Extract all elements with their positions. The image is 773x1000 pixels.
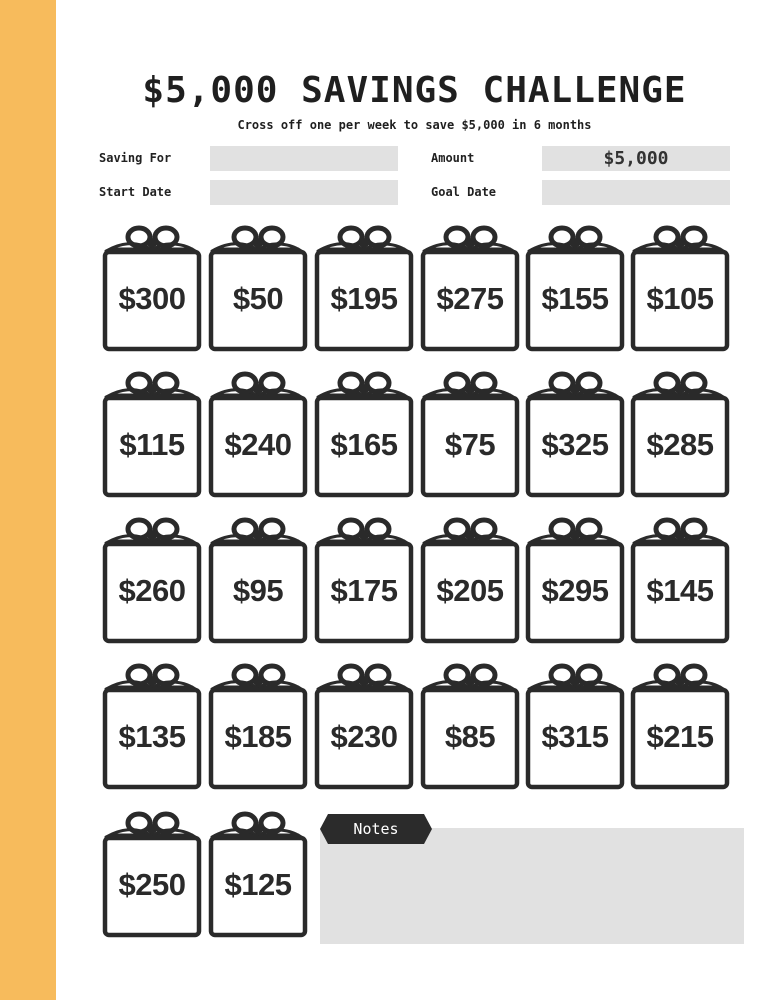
gift-tile[interactable] (208, 512, 308, 644)
gift-tile[interactable] (420, 366, 520, 498)
gift-tile[interactable] (102, 512, 202, 644)
gift-tile[interactable] (525, 658, 625, 790)
gift-amount: $325 (541, 427, 609, 462)
gift-tile[interactable] (102, 658, 202, 790)
gift-tile[interactable] (420, 220, 520, 352)
amount-field[interactable] (542, 146, 730, 171)
gift-amount: $240 (224, 427, 292, 462)
notes-tag (320, 814, 432, 844)
gift-tile[interactable] (102, 220, 202, 352)
gift-amount: $85 (444, 719, 496, 754)
gift-amount: $250 (118, 867, 186, 902)
gift-tile[interactable] (208, 366, 308, 498)
gift-amount: $260 (118, 573, 186, 608)
saving-for-field[interactable] (210, 146, 398, 171)
goal-date-label: Goal Date (431, 185, 497, 199)
gift-tile[interactable] (208, 806, 308, 938)
amount-value: $5,000 (603, 148, 669, 169)
page-title: $5,000 SAVINGS CHALLENGE (142, 70, 687, 111)
amount-label: Amount (431, 151, 475, 165)
gift-amount: $105 (646, 281, 714, 316)
notes-area[interactable] (320, 828, 744, 944)
gift-amount: $50 (232, 281, 284, 316)
goal-date-field[interactable] (542, 180, 730, 205)
gift-tile[interactable] (420, 658, 520, 790)
saving-for-label: Saving For (99, 151, 172, 165)
gift-amount: $185 (224, 719, 292, 754)
gift-amount: $125 (224, 867, 292, 902)
gift-amount: $195 (330, 281, 398, 316)
gift-tile[interactable] (525, 220, 625, 352)
gift-tile[interactable] (314, 366, 414, 498)
gift-tile[interactable] (102, 806, 202, 938)
gift-tile[interactable] (208, 220, 308, 352)
gift-tile[interactable] (420, 512, 520, 644)
gift-tile[interactable] (630, 658, 730, 790)
gift-tile[interactable] (525, 512, 625, 644)
start-date-label: Start Date (99, 185, 172, 199)
gift-tile[interactable] (630, 366, 730, 498)
gift-amount: $95 (232, 573, 284, 608)
gift-tile[interactable] (314, 512, 414, 644)
gift-tile[interactable] (314, 220, 414, 352)
gift-amount: $215 (646, 719, 714, 754)
gift-amount: $165 (330, 427, 398, 462)
gift-tile[interactable] (102, 366, 202, 498)
gift-amount: $115 (119, 427, 185, 462)
gift-amount: $285 (646, 427, 714, 462)
gift-amount: $205 (436, 573, 504, 608)
gift-tile[interactable] (630, 512, 730, 644)
page-subtitle: Cross off one per week to save $5,000 in 6 months (237, 118, 592, 132)
notes-label: Notes (353, 820, 399, 838)
gift-amount: $300 (118, 281, 186, 316)
gift-amount: $315 (541, 719, 609, 754)
gift-amount: $145 (646, 573, 714, 608)
gift-amount: $295 (541, 573, 609, 608)
side-stripe (0, 0, 56, 1000)
gift-amount: $155 (541, 281, 609, 316)
gift-tile[interactable] (208, 658, 308, 790)
gift-amount: $135 (118, 719, 186, 754)
gift-amount: $175 (330, 573, 398, 608)
gift-tile[interactable] (630, 220, 730, 352)
gift-tile[interactable] (314, 658, 414, 790)
gift-amount: $275 (436, 281, 504, 316)
gift-amount: $75 (444, 427, 496, 462)
start-date-field[interactable] (210, 180, 398, 205)
gift-amount: $230 (330, 719, 398, 754)
gift-tile[interactable] (525, 366, 625, 498)
